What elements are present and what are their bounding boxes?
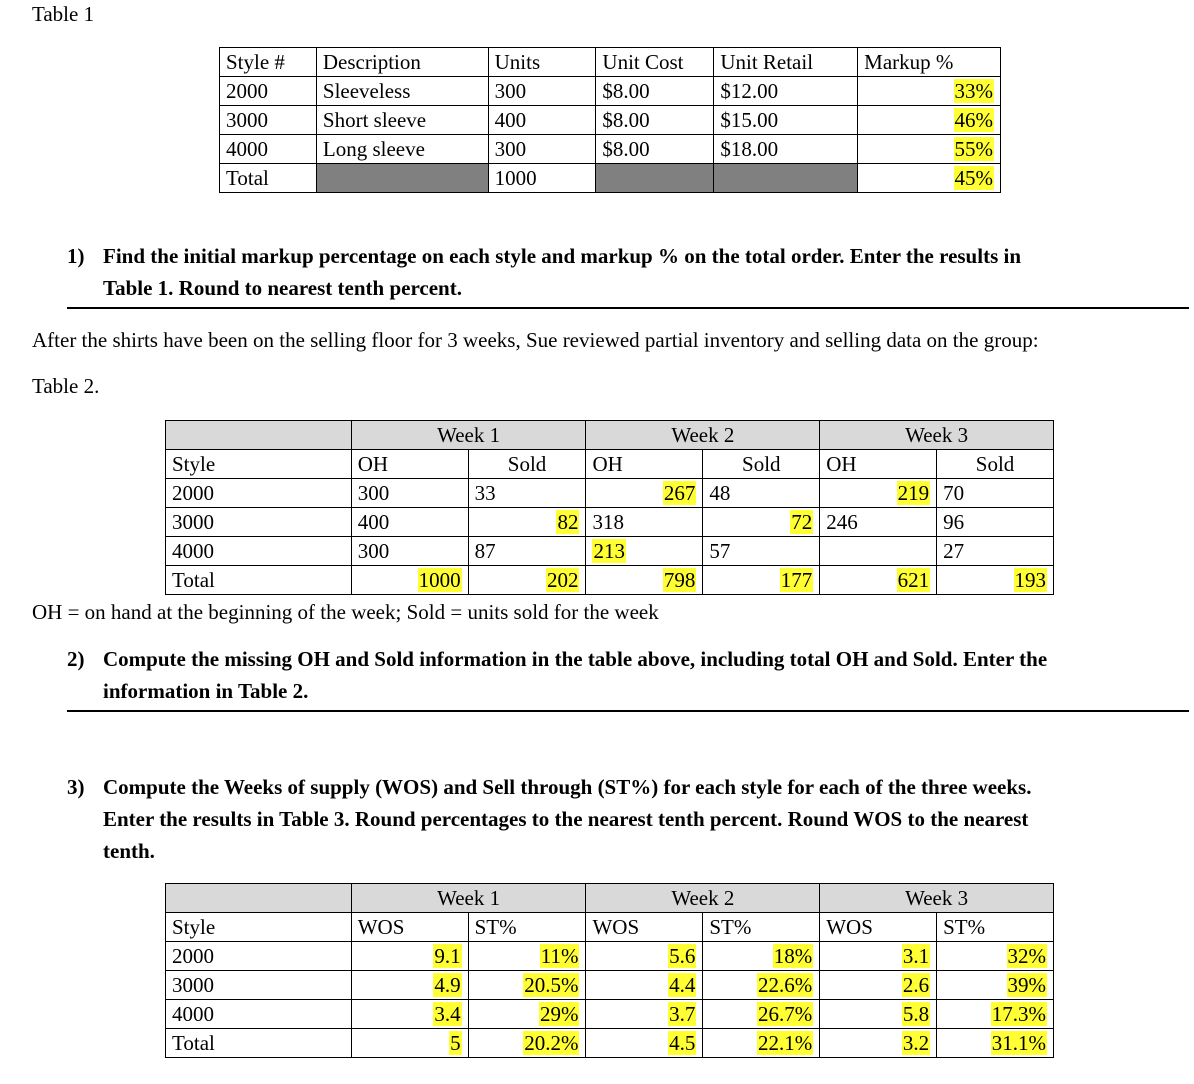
unit-retail-cell: $12.00 <box>714 77 858 106</box>
table1-header-unit-retail: Unit Retail <box>714 48 858 77</box>
wos-cell <box>586 1000 703 1029</box>
oh-cell: 300 <box>351 479 468 508</box>
total-sold-cell <box>468 566 586 595</box>
st-value: 26.7% <box>757 1002 813 1026</box>
table1-header-unit-cost: Unit Cost <box>596 48 714 77</box>
oh-cell: 246 <box>820 508 937 537</box>
total-label: Total <box>166 566 352 595</box>
sold-cell: 57 <box>703 537 820 566</box>
table1-total-row <box>220 164 1001 193</box>
table3-week-header-row <box>166 884 1054 913</box>
unit-cost-cell: $8.00 <box>596 77 714 106</box>
total-wos-cell <box>586 1029 703 1058</box>
oh-cell: 318 <box>586 508 703 537</box>
oh-header: OH <box>586 450 703 479</box>
table3-total-row <box>166 1029 1054 1058</box>
table-row <box>220 77 1001 106</box>
markup-value: 46% <box>954 107 993 132</box>
style-cell: 4000 <box>166 537 352 566</box>
oh-header: OH <box>820 450 937 479</box>
question-1-line1: Find the initial markup percentage on each style and markup % on the total order. Enter the results in <box>103 244 1022 268</box>
sold-cell: 70 <box>937 479 1054 508</box>
wos-header: WOS <box>820 913 937 942</box>
total-oh-cell <box>820 566 937 595</box>
unit-cost-cell: $8.00 <box>596 135 714 164</box>
week1-header: Week 1 <box>351 421 586 450</box>
st-value: 22.6% <box>757 973 813 997</box>
style-header: Style <box>166 450 352 479</box>
question-3 <box>67 771 1187 869</box>
style-cell: 3000 <box>220 106 317 135</box>
total-st-cell <box>937 1029 1054 1058</box>
total-label: Total <box>166 1029 352 1058</box>
total-value: 4.5 <box>669 1031 696 1055</box>
markup-cell <box>858 106 1001 135</box>
st-header: ST% <box>703 913 820 942</box>
st-cell <box>703 1000 820 1029</box>
blank-header-cell <box>166 421 352 450</box>
sold-cell: 96 <box>937 508 1054 537</box>
question-3-line1: Compute the Weeks of supply (WOS) and Sell through (ST%) for each style for each of the three weeks. <box>103 775 1032 799</box>
total-value: 193 <box>1014 568 1046 592</box>
oh-value: 219 <box>897 481 930 505</box>
st-header: ST% <box>468 913 586 942</box>
total-value: 621 <box>897 568 930 592</box>
st-value: 18% <box>773 944 813 968</box>
st-value: 32% <box>1007 944 1046 968</box>
total-value: 22.1% <box>757 1031 813 1055</box>
gray-cell <box>596 164 714 193</box>
total-value: 798 <box>663 568 696 592</box>
st-header: ST% <box>937 913 1054 942</box>
wos-value: 5.6 <box>669 944 696 968</box>
st-cell <box>703 971 820 1000</box>
wos-cell <box>820 942 937 971</box>
sold-cell: 48 <box>703 479 820 508</box>
st-value: 11% <box>540 944 579 968</box>
total-label: Total <box>220 164 317 193</box>
oh-cell <box>820 479 937 508</box>
total-markup-value: 45% <box>954 165 993 190</box>
table-row <box>166 537 1054 566</box>
wos-value: 3.1 <box>902 944 930 968</box>
wos-value: 2.6 <box>902 973 930 997</box>
sold-value: 82 <box>557 510 579 534</box>
gray-cell <box>316 164 488 193</box>
question-1-number: 1) <box>67 244 85 268</box>
divider <box>67 710 1189 712</box>
st-value: 20.5% <box>524 973 579 997</box>
sold-cell <box>703 508 820 537</box>
wos-value: 4.9 <box>434 973 461 997</box>
units-cell: 300 <box>488 77 596 106</box>
total-sold-cell <box>703 566 820 595</box>
table-row <box>166 479 1054 508</box>
total-value: 20.2% <box>524 1031 579 1055</box>
total-markup-cell <box>858 164 1001 193</box>
style-cell: 2000 <box>220 77 317 106</box>
wos-cell <box>351 971 468 1000</box>
wos-value: 3.4 <box>434 1002 461 1026</box>
divider <box>67 307 1189 309</box>
question-1 <box>67 240 1177 306</box>
wos-cell <box>351 942 468 971</box>
total-value: 31.1% <box>991 1031 1046 1055</box>
oh-cell <box>820 537 937 566</box>
question-1-line2: Table 1. Round to nearest tenth percent. <box>103 276 462 300</box>
table1 <box>219 47 1001 193</box>
question-3-line3: tenth. <box>103 839 155 863</box>
st-cell <box>468 1000 586 1029</box>
table1-header-units: Units <box>488 48 596 77</box>
oh-cell: 300 <box>351 537 468 566</box>
unit-retail-cell: $15.00 <box>714 106 858 135</box>
week1-header: Week 1 <box>351 884 586 913</box>
st-cell <box>937 1000 1054 1029</box>
wos-value: 9.1 <box>434 944 461 968</box>
wos-cell <box>586 942 703 971</box>
sold-cell: 27 <box>937 537 1054 566</box>
total-st-cell <box>468 1029 586 1058</box>
week2-header: Week 2 <box>586 884 820 913</box>
st-cell <box>937 971 1054 1000</box>
table2 <box>165 420 1054 595</box>
gray-cell <box>714 164 858 193</box>
description-cell: Short sleeve <box>316 106 488 135</box>
total-value: 177 <box>780 568 813 592</box>
table3 <box>165 883 1054 1058</box>
units-cell: 300 <box>488 135 596 164</box>
table1-caption: Table 1 <box>32 2 95 26</box>
unit-retail-cell: $18.00 <box>714 135 858 164</box>
wos-value: 5.8 <box>902 1002 930 1026</box>
total-wos-cell <box>351 1029 468 1058</box>
total-value: 202 <box>546 568 579 592</box>
description-cell: Long sleeve <box>316 135 488 164</box>
wos-header: WOS <box>351 913 468 942</box>
markup-value: 33% <box>954 78 993 103</box>
wos-cell <box>820 971 937 1000</box>
st-cell <box>703 942 820 971</box>
sold-header: Sold <box>937 450 1054 479</box>
question-2-number: 2) <box>67 647 85 671</box>
total-sold-cell <box>937 566 1054 595</box>
table2-week-header-row <box>166 421 1054 450</box>
style-cell: 3000 <box>166 971 352 1000</box>
st-cell <box>468 942 586 971</box>
total-oh-cell <box>586 566 703 595</box>
markup-cell <box>858 77 1001 106</box>
table1-header-style: Style # <box>220 48 317 77</box>
week3-header: Week 3 <box>820 421 1054 450</box>
table1-header-markup: Markup % <box>858 48 1001 77</box>
style-cell: 4000 <box>166 1000 352 1029</box>
style-cell: 3000 <box>166 508 352 537</box>
sold-cell: 33 <box>468 479 586 508</box>
table-row <box>166 1000 1054 1029</box>
table-row <box>220 135 1001 164</box>
blank-header-cell <box>166 884 352 913</box>
question-2 <box>67 643 1187 709</box>
st-cell <box>468 971 586 1000</box>
style-cell: 2000 <box>166 479 352 508</box>
question-3-line2: Enter the results in Table 3. Round percentages to the nearest tenth percent. Round WOS to the nearest <box>103 807 1029 831</box>
oh-value: 267 <box>663 481 696 505</box>
sold-header: Sold <box>468 450 586 479</box>
st-value: 17.3% <box>991 1002 1046 1026</box>
week3-header: Week 3 <box>820 884 1054 913</box>
table2-total-row <box>166 566 1054 595</box>
oh-header: OH <box>351 450 468 479</box>
total-st-cell <box>703 1029 820 1058</box>
description-cell: Sleeveless <box>316 77 488 106</box>
sold-value: 72 <box>791 510 813 534</box>
total-units: 1000 <box>488 164 596 193</box>
question-2-line1: Compute the missing OH and Sold information in the table above, including total OH and Sold. Enter the <box>103 647 1048 671</box>
unit-cost-cell: $8.00 <box>596 106 714 135</box>
table-row <box>220 106 1001 135</box>
oh-cell <box>586 537 703 566</box>
total-value: 1000 <box>418 568 461 592</box>
table2-caption: Table 2. <box>32 374 100 398</box>
markup-cell <box>858 135 1001 164</box>
oh-value: 213 <box>593 539 625 563</box>
oh-cell: 400 <box>351 508 468 537</box>
intro-paragraph: After the shirts have been on the selling floor for 3 weeks, Sue reviewed partial inventory and selling data on the group: <box>32 328 1039 352</box>
style-cell: 2000 <box>166 942 352 971</box>
oh-cell <box>586 479 703 508</box>
sold-header: Sold <box>703 450 820 479</box>
total-value: 5 <box>450 1031 461 1055</box>
st-cell <box>937 942 1054 971</box>
markup-value: 55% <box>954 136 993 161</box>
table-row <box>166 942 1054 971</box>
total-value: 3.2 <box>902 1031 930 1055</box>
st-value: 29% <box>539 1002 579 1026</box>
question-2-line2: information in Table 2. <box>103 679 309 703</box>
oh-legend: OH = on hand at the beginning of the week; Sold = units sold for the week <box>32 600 659 624</box>
table1-header-description: Description <box>316 48 488 77</box>
units-cell: 400 <box>488 106 596 135</box>
wos-cell <box>820 1000 937 1029</box>
sold-cell <box>468 508 586 537</box>
sold-cell: 87 <box>468 537 586 566</box>
wos-header: WOS <box>586 913 703 942</box>
style-cell: 4000 <box>220 135 317 164</box>
table-row <box>166 508 1054 537</box>
week2-header: Week 2 <box>586 421 820 450</box>
style-header: Style <box>166 913 352 942</box>
wos-cell <box>351 1000 468 1029</box>
st-value: 39% <box>1007 973 1046 997</box>
table-row <box>166 971 1054 1000</box>
wos-cell <box>586 971 703 1000</box>
wos-value: 3.7 <box>669 1002 696 1026</box>
wos-value: 4.4 <box>669 973 696 997</box>
question-3-number: 3) <box>67 775 85 799</box>
table2-subheader-row <box>166 450 1054 479</box>
total-wos-cell <box>820 1029 937 1058</box>
table1-header-row <box>220 48 1001 77</box>
total-oh-cell <box>351 566 468 595</box>
table3-subheader-row <box>166 913 1054 942</box>
